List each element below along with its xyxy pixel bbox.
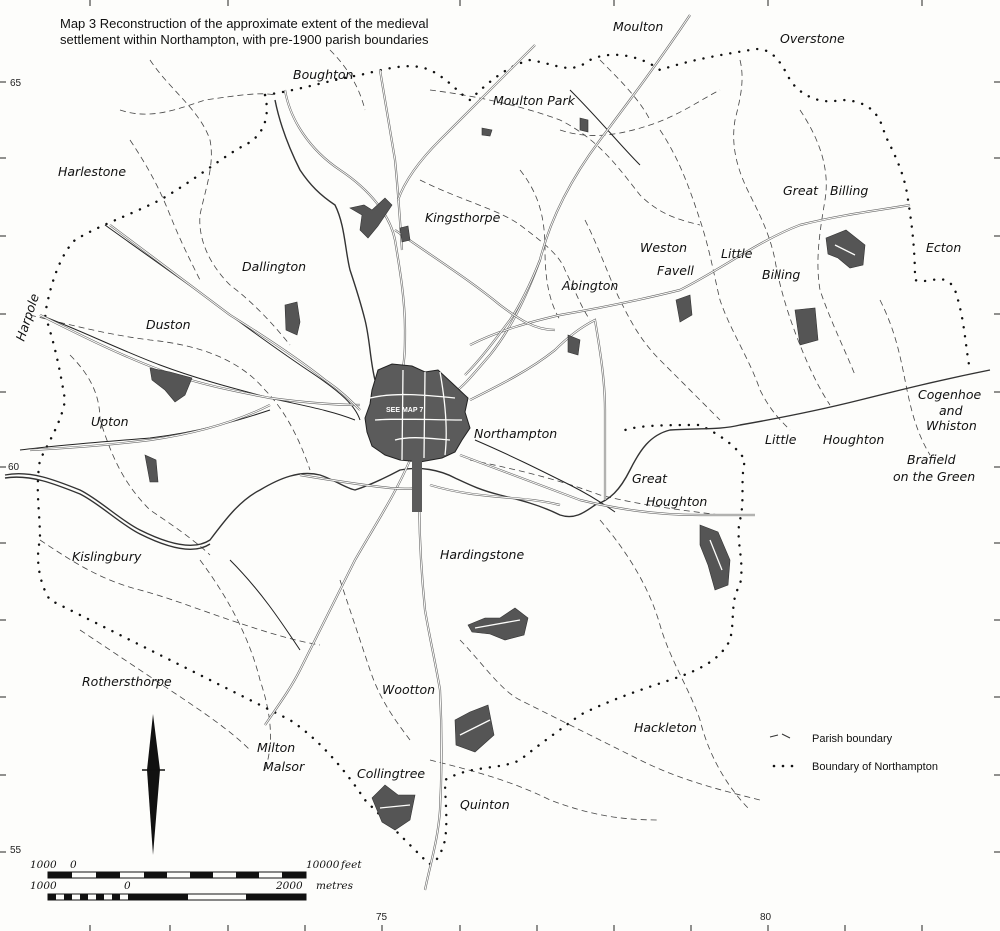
place-label-little-billing-1: Little xyxy=(721,246,753,261)
scale-bar-metres xyxy=(30,880,354,900)
place-label-rothersthorpe: Rothersthorpe xyxy=(82,674,172,689)
village-settlements xyxy=(145,118,865,830)
scale-bar-feet xyxy=(30,859,362,878)
place-label-malsor: Malsor xyxy=(263,759,305,774)
place-label-boughton: Boughton xyxy=(293,67,354,82)
place-label-overstone: Overstone xyxy=(780,31,845,46)
place-label-hardingstone: Hardingstone xyxy=(440,547,525,562)
place-label-on-the-green: on the Green xyxy=(893,469,976,484)
place-label-harpole: Harpole xyxy=(12,291,42,343)
place-label-little-houghton-1: Little xyxy=(765,432,797,447)
place-labels xyxy=(13,19,982,812)
roads xyxy=(30,15,910,890)
place-label-upton: Upton xyxy=(91,414,129,429)
legend-boundary-label: Boundary of Northampton xyxy=(812,761,938,773)
place-label-abington: Abington xyxy=(562,278,619,293)
northampton-town xyxy=(365,364,470,512)
grid-label-55: 55 xyxy=(10,845,22,856)
place-label-great-billing-1: Great xyxy=(783,183,819,198)
place-label-favell: Favell xyxy=(657,263,694,278)
scale-metres-left: 1000 xyxy=(30,880,57,892)
place-label-whiston: Whiston xyxy=(926,418,977,433)
see-map-label: SEE MAP 7 xyxy=(386,407,424,414)
grid-label-75: 75 xyxy=(376,912,388,923)
place-label-little-houghton-2: Houghton xyxy=(823,432,885,447)
scale-feet-unit: feet xyxy=(341,859,362,871)
place-label-little-billing-2: Billing xyxy=(762,267,801,282)
place-label-weston: Weston xyxy=(640,240,688,255)
legend-parish-label: Parish boundary xyxy=(812,733,893,745)
place-label-cogenhoe: Cogenhoe xyxy=(918,387,982,402)
place-label-kingsthorpe: Kingsthorpe xyxy=(425,210,501,225)
place-label-ecton: Ecton xyxy=(926,240,962,255)
place-label-milton: Milton xyxy=(257,740,296,755)
grid-label-60: 60 xyxy=(8,462,20,473)
map-title: Map 3 Reconstruction of the approximate extent of the medieval settlement within Northampton, with pre-1900 parish boundaries xyxy=(60,16,429,47)
scale-feet-right: 10000 xyxy=(306,859,340,871)
place-label-northampton: Northampton xyxy=(474,426,558,441)
scale-metres-right: 2000 xyxy=(276,880,303,892)
place-label-harlestone: Harlestone xyxy=(58,164,127,179)
place-label-collingtree: Collingtree xyxy=(357,766,426,781)
place-label-great-houghton-1: Great xyxy=(632,471,668,486)
place-label-duston: Duston xyxy=(146,317,191,332)
grid-label-65: 65 xyxy=(10,78,22,89)
place-label-great-houghton-2: Houghton xyxy=(646,494,708,509)
grid-label-80: 80 xyxy=(760,912,772,923)
place-label-hackleton: Hackleton xyxy=(634,720,697,735)
north-arrow xyxy=(142,714,165,855)
legend xyxy=(770,733,938,773)
scale-metres-unit: metres xyxy=(316,880,354,892)
river-branch-north xyxy=(275,100,375,380)
place-label-brafield: Brafield xyxy=(907,452,956,467)
place-label-great-billing-2: Billing xyxy=(830,183,869,198)
place-label-kislingbury: Kislingbury xyxy=(72,549,142,564)
scale-metres-zero: 0 xyxy=(124,880,131,892)
place-label-wootton: Wootton xyxy=(382,682,436,697)
scale-feet-left: 1000 xyxy=(30,859,57,871)
place-label-quinton: Quinton xyxy=(460,797,510,812)
place-label-and: and xyxy=(939,403,963,418)
place-label-moulton-park: Moulton Park xyxy=(493,93,575,108)
scale-feet-zero: 0 xyxy=(70,859,77,871)
place-label-dallington: Dallington xyxy=(242,259,307,274)
place-label-moulton: Moulton xyxy=(613,19,664,34)
